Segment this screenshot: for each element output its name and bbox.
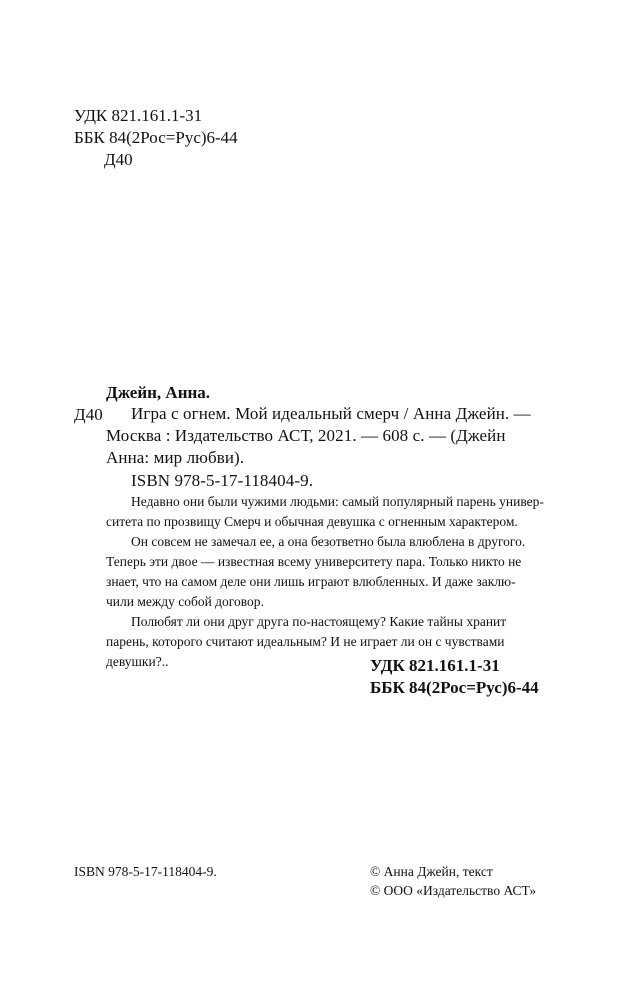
udk-code: УДК 821.161.1-31: [74, 106, 203, 125]
bbk-code: ББК 84(2Рос=Рус)6-44: [74, 128, 238, 147]
annotation-line-5: знает, что на самом деле они лишь играют влюбленных. И даже заклю-: [106, 574, 516, 589]
annotation-line-2: ситета по прозвищу Смерч и обычная девушка с огненным характером.: [106, 514, 518, 529]
bbk-code-bottom: ББК 84(2Рос=Рус)6-44: [370, 678, 539, 697]
udk-code-bottom: УДК 821.161.1-31: [370, 656, 500, 675]
annotation-line-9: девушки?..: [106, 654, 169, 669]
record-author-mark: Д40: [74, 405, 103, 424]
title-line-1: Игра с огнем. Мой идеальный смерч / Анна Джейн. —: [131, 404, 531, 423]
title-line-3: Анна: мир любви).: [106, 448, 245, 467]
isbn-footer: ISBN 978-5-17-118404-9.: [74, 864, 217, 879]
copyright-author: © Анна Джейн, текст: [370, 864, 493, 879]
author-mark: Д40: [104, 150, 133, 169]
annotation-line-8: парень, которого считают идеальным? И не играет ли он с чувствами: [106, 634, 505, 649]
annotation-line-3: Он совсем не замечал ее, а она безответно была влюблена в другого.: [131, 534, 526, 549]
copyright-publisher: © ООО «Издательство АСТ»: [370, 883, 537, 898]
title-line-2: Москва : Издательство АСТ, 2021. — 608 с. — (Джейн: [106, 426, 506, 445]
isbn-record: ISBN 978-5-17-118404-9.: [131, 471, 314, 490]
annotation-line-6: чили между собой договор.: [106, 594, 264, 609]
annotation-line-1: Недавно они были чужими людьми: самый популярный парень универ-: [131, 494, 544, 509]
author-name: Джейн, Анна.: [106, 383, 211, 402]
annotation-line-4: Теперь эти двое — известная всему университету пара. Только никто не: [106, 554, 522, 569]
annotation-line-7: Полюбят ли они друг друга по-настоящему? Какие тайны хранит: [131, 614, 507, 629]
